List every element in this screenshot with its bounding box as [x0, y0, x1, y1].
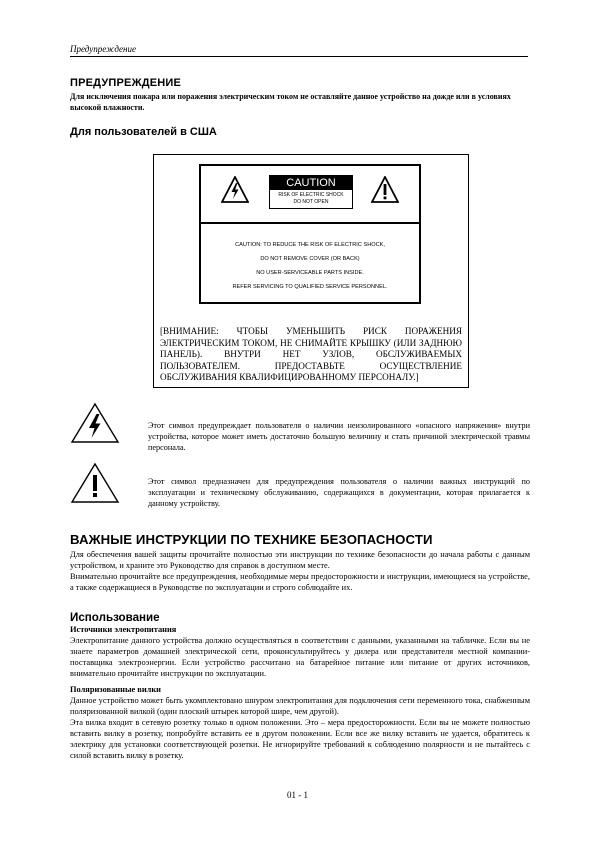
- page-number: 01 - 1: [287, 790, 308, 800]
- caution-risk-line: DO NOT OPEN: [293, 199, 329, 205]
- important-paragraph: Для обеспечения вашей защиты прочитайте полностью эти инструкции по технике безопасности до начала работы с данным устройством, и храните это Руководство для справок в доступном месте.: [70, 550, 530, 570]
- power-paragraph: Электропитание данного устройства должно осуществляться в соответствии с данными, указанными на табличке. Если вы не знаете параметров домашней электрической сети, проконсультируйтесь у дилера или представителя местной компании-поставщика электроэнергии. Если устройство рассчитано на батарейное питание или питание от других источников, внимательно прочитайте инструкции по эксплуатации.: [70, 636, 530, 678]
- power-heading: Источники электропитания: [70, 625, 177, 634]
- plug-paragraph: Эта вилка входит в сетевую розетку только в одном положении. Это – мера предосторожности. Если вы не можете полностью вставить вилку в розетку, попробуйте вставить ее в другом положении. Если все же вилку вставить не удается, обратитесь к электрику для установки соответствующей розетки. Не игнорируйте требований к соблюдению полярности и не пытайтесь с силой вставить вилку в розетку.: [70, 718, 530, 760]
- caution-label: [199, 164, 421, 304]
- usa-heading: Для пользователей в США: [70, 126, 217, 138]
- caution-lines: [201, 238, 419, 294]
- lightning-bolt-icon: [70, 402, 120, 444]
- plug-heading: Поляризованные вилки: [70, 685, 162, 694]
- exclamation-icon: [70, 462, 120, 504]
- caution-russian-text: [ВНИМАНИЕ: ЧТОБЫ УМЕНЬШИТЬ РИСК ПОРАЖЕНИЯ ЭЛЕКТРИЧЕСКИМ ТОКОМ, НЕ СНИМАЙТЕ КРЫШКУ (ИЛИ ЗАДНЮЮ ПАНЕЛЬ). ВНУТРИ НЕТ УЗЛОВ, ОБСЛУЖИВАЕМЫХ ПОЛЬЗОВАТЕЛЕМ. ПРЕДОСТАВЬТЕ ОСУЩЕСТВЛЕНИЕ ОБСЛУЖИВАНИЯ КВАЛИФИЦИРОВАННОМУ ПЕРСОНАЛУ.]: [160, 326, 462, 383]
- caution-risk-line: RISK OF ELECTRIC SHOCK: [278, 192, 344, 198]
- caution-line: NO USER-SERVICEABLE PARTS INSIDE.: [256, 270, 364, 276]
- caution-badge: [269, 175, 353, 209]
- symbol-description: Этот символ предназначен для предупреждения пользователя о наличии важных инструкций по эксплуатации и техническому обслуживанию, содержащихся в документации, которая прилагается к данному устройству.: [148, 477, 530, 509]
- warning-text: Для исключения пожара или поражения электрическим током не оставляйте данное устройство на дожде или в условиях высокой влажности.: [70, 92, 511, 112]
- usage-heading: Использование: [70, 611, 160, 624]
- important-heading: ВАЖНЫЕ ИНСТРУКЦИИ ПО ТЕХНИКЕ БЕЗОПАСНОСТИ: [70, 532, 433, 547]
- plug-paragraph: Данное устройство может быть укомплектовано шнуром электропитания для подключения сети переменного тока, снабженным поляризованной вилкой (один плоский штырек которой шире, чем другой).: [70, 696, 530, 716]
- caution-line: REFER SERVICING TO QUALIFIED SERVICE PERSONNEL.: [232, 284, 388, 290]
- caution-line: DO NOT REMOVE COVER (OR BACK): [260, 256, 360, 262]
- caution-divider: [201, 222, 419, 224]
- important-paragraph: Внимательно прочитайте все предупреждения, необходимые меры предосторожности и инструкции, имеющиеся на устройстве, а также содержащиеся в Руководстве по эксплуатации и строго соблюдайте их.: [70, 572, 530, 592]
- caution-word: CAUTION: [270, 176, 352, 190]
- header-rule: [70, 56, 528, 57]
- caution-risk-text: [270, 192, 352, 206]
- running-header: Предупреждение: [70, 44, 136, 54]
- symbol-description: Этот символ предупреждает пользователя о наличии неизолированного «опасного напряжения» внутри устройства, которое может иметь достаточно большую величину и стать причиной электрической травмы персонала.: [148, 421, 530, 453]
- exclamation-icon: [371, 176, 399, 204]
- caution-line: CAUTION: TO REDUCE THE RISK OF ELECTRIC SHOCK,: [235, 242, 385, 248]
- lightning-bolt-icon: [221, 176, 249, 204]
- warning-heading: ПРЕДУПРЕЖДЕНИЕ: [70, 77, 182, 89]
